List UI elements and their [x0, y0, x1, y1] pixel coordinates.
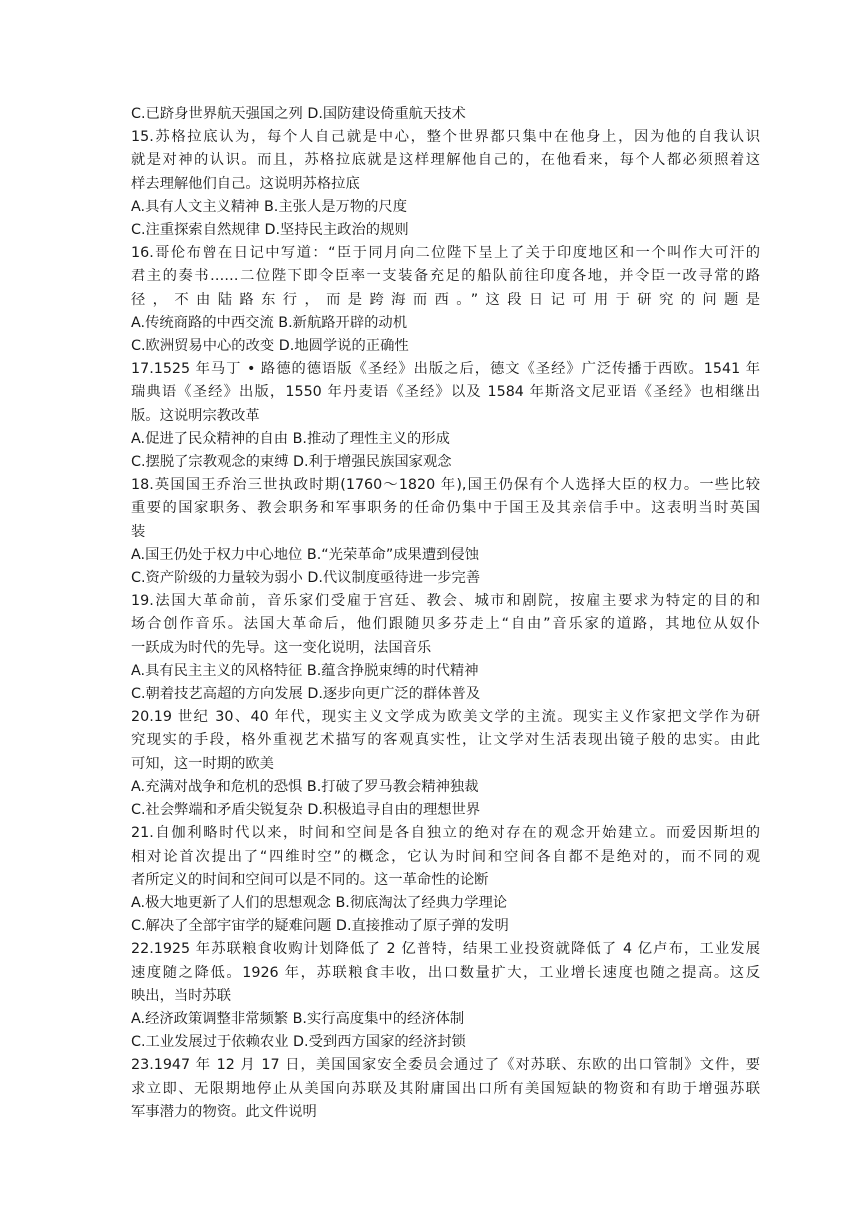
text-line: C.注重探索自然规律 D.坚持民主政治的规则	[131, 222, 409, 239]
text-line: C.欧洲贸易中心的改变 D.地圆学说的正确性	[131, 338, 409, 355]
text-line: A.促进了民众精神的自由 B.推动了理性主义的形成	[131, 430, 450, 447]
text-line: 军事潜力的物资。此文件说明	[131, 1103, 317, 1120]
text-line: A.极大地更新了人们的思想观念 B.彻底淘汰了经典力学理论	[131, 894, 508, 911]
text-line: C.社会弊端和矛盾尖锐复杂 D.积极追寻自由的理想世界	[131, 802, 481, 819]
text-line: 23.1947 年 12 月 17 日，美国国家安全委员会通过了《对苏联、东欧的出口管制》文件，要	[131, 1057, 760, 1074]
text-line: 重要的国家职务、教会职务和军事职务的任命仍集中于国王及其亲信手中。这表明当时英国	[131, 500, 760, 517]
text-line: A.国王仍处于权力中心地位 B.“光荣革命”成果遭到侵蚀	[131, 546, 480, 563]
text-line: C.解决了全部宇宙学的疑难问题 D.直接推动了原子弹的发明	[131, 918, 509, 935]
text-line: A.具有民主主义的风格特征 B.蕴含挣脱束缚的时代精神	[131, 662, 479, 679]
text-line: 速度随之降低。1926 年，苏联粮食丰收，出口数量扩大，工业增长速度也随之提高。这反	[131, 964, 760, 981]
text-line: C.摆脱了宗教观念的束缚 D.利于增强民族国家观念	[131, 454, 452, 471]
text-line: 18.英国国王乔治三世执政时期(1760～1820 年),国王仍保有个人选择大臣的权力。一些比较	[131, 477, 760, 494]
text-line: 15.苏格拉底认为，每个人自己就是中心，整个世界都只集中在他身上，因为他的自我认识	[131, 129, 760, 146]
text-line: A.传统商路的中西交流 B.新航路开辟的动机	[131, 314, 408, 331]
text-line: A.经济政策调整非常频繁 B.实行高度集中的经济体制	[131, 1010, 465, 1027]
text-line: C.工业发展过于依赖农业 D.受到西方国家的经济封锁	[131, 1034, 466, 1051]
text-line: 者所定义的时间和空间可以是不同的。这一革命性的论断	[131, 871, 489, 888]
question-text-body	[131, 103, 760, 1124]
text-line: 20.19 世纪 30、40 年代，现实主义文学成为欧美文学的主流。现实主义作家把文学作为研	[131, 709, 760, 726]
text-line: 瑞典语《圣经》出版，1550 年丹麦语《圣经》以及 1584 年斯洛文尼亚语《圣经》也相继出	[131, 384, 760, 401]
text-line: 19.法国大革命前，音乐家们受雇于宫廷、教会、城市和剧院，按雇主要求为特定的目的和	[131, 593, 760, 610]
text-line: 求立即、无限期地停止从美国向苏联及其附庸国出口所有美国短缺的物资和有助于增强苏联	[131, 1080, 760, 1097]
text-line: 映出，当时苏联	[131, 987, 232, 1004]
text-line: 22.1925 年苏联粮食收购计划降低了 2 亿普特，结果工业投资就降低了 4 亿卢布，工业发展	[131, 941, 760, 958]
text-line: 版。这说明宗教改革	[131, 407, 260, 424]
text-line: 场合创作音乐。法国大革命后，他们跟随贝多芬走上“自由”音乐家的道路，其地位从奴仆	[131, 616, 760, 633]
text-line: 就是对神的认识。而且，苏格拉底就是这样理解他自己的，在他看来，每个人都必须照着这	[131, 152, 760, 169]
text-line: 君主的奏书……二位陛下即令臣率一支装备充足的船队前往印度各地，并令臣一改寻常的路	[131, 268, 760, 285]
text-line: C.资产阶级的力量较为弱小 D.代议制度亟待进一步完善	[131, 570, 481, 587]
text-line: 一跃成为时代的先导。这一变化说明，法国音乐	[131, 639, 432, 656]
text-line: 可知，这一时期的欧美	[131, 755, 274, 772]
text-line: C.已跻身世界航天强国之列 D.国防建设倚重航天技术	[131, 106, 466, 122]
text-line: 径，不由陆路东行，而是跨海而西。”这段日记可用于研究的问题是	[131, 291, 760, 308]
text-line: C.朝着技艺高超的方向发展 D.逐步向更广泛的群体普及	[131, 686, 481, 703]
text-line: 装	[131, 523, 146, 540]
text-line: 21.自伽利略时代以来，时间和空间是各自独立的绝对存在的观念开始建立。而爱因斯坦的	[131, 825, 760, 842]
text-line: 16.哥伦布曾在日记中写道：“臣于同月向二位陛下呈上了关于印度地区和一个叫作大可汗的	[131, 245, 760, 262]
text-line: 17.1525 年马丁 • 路德的德语版《圣经》出版之后，德文《圣经》广泛传播于西欧。1541 年	[131, 361, 760, 378]
text-line: A.具有人文主义精神 B.主张人是万物的尺度	[131, 198, 408, 215]
text-line: 相对论首次提出了“四维时空”的概念，它认为时间和空间各自都不是绝对的，而不同的观	[131, 848, 760, 865]
text-line: 样去理解他们自己。这说明苏格拉底	[131, 175, 360, 192]
text-line: 究现实的手段，格外重视艺术描写的客观真实性，让文学对生活表现出镜子般的忠实。由此	[131, 732, 760, 749]
text-line: A.充满对战争和危机的恐惧 B.打破了罗马教会精神独裁	[131, 778, 479, 795]
